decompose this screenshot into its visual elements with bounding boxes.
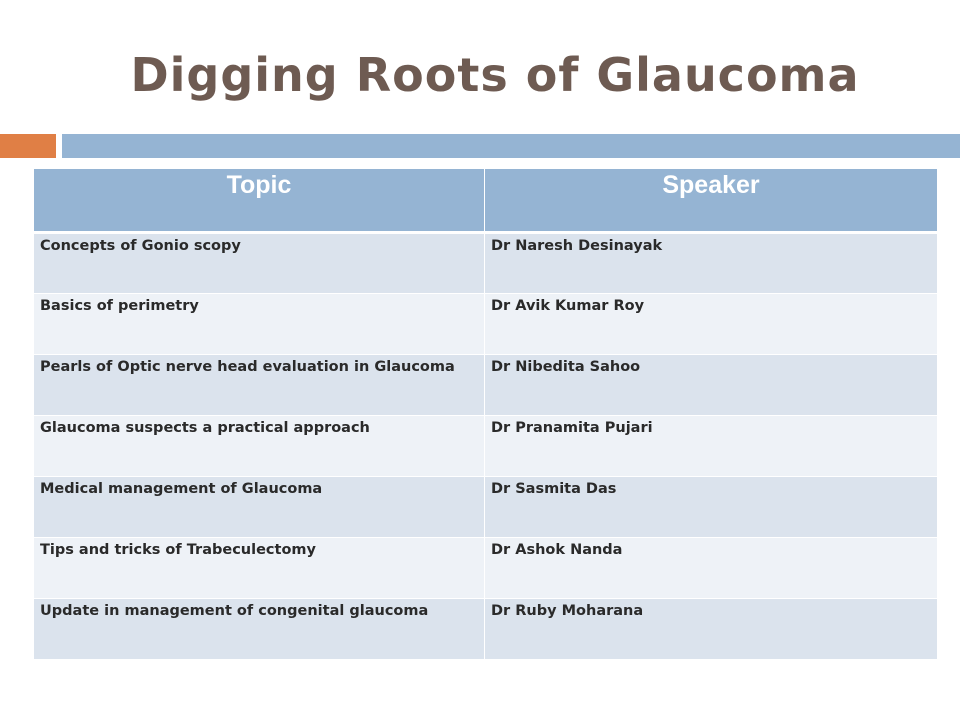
accent-bar-orange	[0, 134, 56, 158]
topic-cell: Concepts of Gonio scopy	[34, 233, 485, 294]
table-row	[34, 538, 938, 599]
table-row	[34, 355, 938, 416]
topic-cell: Update in management of congenital glaucoma	[34, 599, 485, 660]
topic-cell: Pearls of Optic nerve head evaluation in Glaucoma	[34, 355, 485, 416]
topic-cell: Medical management of Glaucoma	[34, 477, 485, 538]
speaker-cell: Dr Pranamita Pujari	[485, 416, 938, 477]
topic-cell: Glaucoma suspects a practical approach	[34, 416, 485, 477]
speaker-cell: Dr Sasmita Das	[485, 477, 938, 538]
speaker-cell: Dr Ruby Moharana	[485, 599, 938, 660]
speaker-cell: Dr Ashok Nanda	[485, 538, 938, 599]
column-header-topic: Topic	[34, 169, 485, 233]
table-row	[34, 599, 938, 660]
table-row	[34, 294, 938, 355]
table-row	[34, 477, 938, 538]
column-header-speaker: Speaker	[485, 169, 938, 233]
table-row	[34, 416, 938, 477]
speaker-cell: Dr Avik Kumar Roy	[485, 294, 938, 355]
slide-title: Digging Roots of Glaucoma	[130, 48, 860, 102]
schedule-table	[33, 168, 938, 660]
topic-cell: Basics of perimetry	[34, 294, 485, 355]
topic-cell: Tips and tricks of Trabeculectomy	[34, 538, 485, 599]
speaker-cell: Dr Naresh Desinayak	[485, 233, 938, 294]
table-row	[34, 233, 938, 294]
accent-bar-blue	[62, 134, 960, 158]
table-header-row	[34, 169, 938, 233]
speaker-cell: Dr Nibedita Sahoo	[485, 355, 938, 416]
